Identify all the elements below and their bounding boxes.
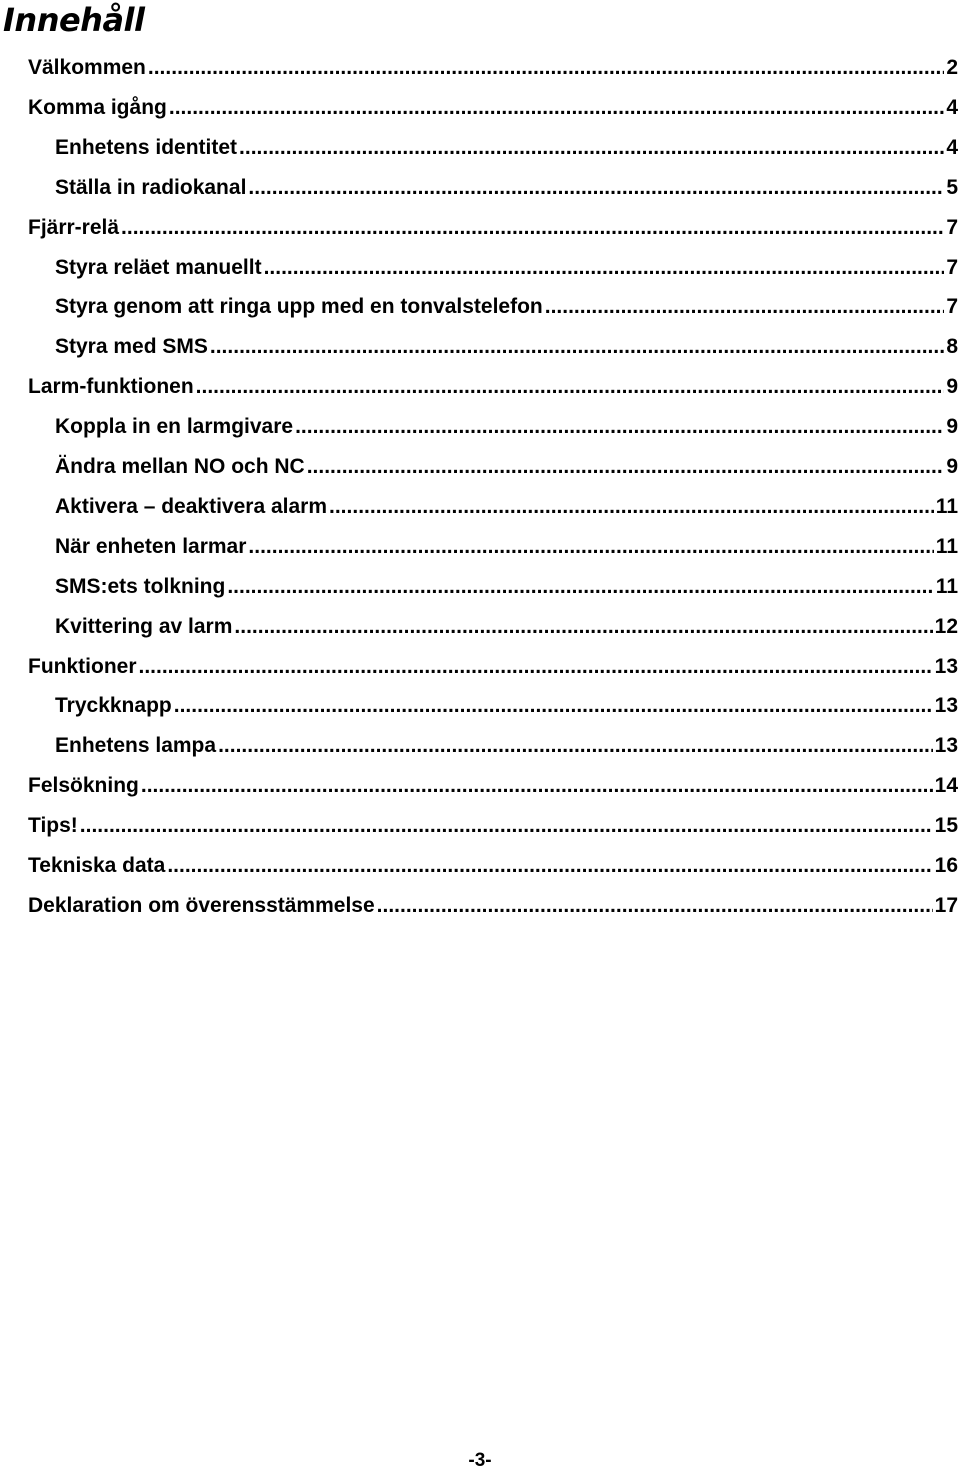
toc-entry[interactable] [55, 287, 960, 327]
toc-entry-title: Ställa in radiokanal [55, 175, 247, 199]
dot-leader [248, 168, 944, 208]
toc-entry-page: 13 [934, 654, 958, 678]
toc-entry-page: 11 [935, 494, 958, 518]
toc-entry-page: 5 [946, 175, 958, 199]
dot-leader [295, 407, 944, 447]
dot-leader [329, 487, 934, 527]
toc-entry-page: 7 [946, 215, 958, 239]
toc-entry-title: Ändra mellan NO och NC [55, 455, 305, 478]
toc-entry[interactable] [28, 208, 960, 248]
dot-leader [196, 367, 945, 407]
toc-entry-page: 16 [934, 854, 958, 877]
toc-entry-page: 17 [934, 893, 958, 917]
toc-entry-title: SMS:ets tolkning [55, 574, 226, 598]
dot-leader [545, 287, 945, 327]
toc-entry[interactable] [28, 48, 960, 88]
toc-entry-page: 14 [934, 774, 958, 798]
toc-entry-title: Styra genom att ringa upp med en tonvalstelefon [55, 295, 543, 319]
toc-entry[interactable] [28, 846, 960, 886]
toc-entry[interactable] [55, 487, 960, 527]
toc-entry-title: Tekniska data [28, 854, 166, 877]
toc-entry-page: 13 [934, 734, 958, 758]
toc-entry-title: Funktioner [28, 654, 137, 678]
dot-leader [139, 647, 933, 687]
toc-entry-title: Aktivera – deaktivera alarm [55, 494, 328, 518]
toc-entry[interactable] [55, 527, 960, 567]
toc-entry-title: Fjärr-relä [28, 215, 120, 239]
toc-entry-page: 4 [946, 135, 958, 159]
toc-entry-page: 9 [946, 455, 958, 478]
dot-leader [80, 806, 933, 846]
dot-leader [218, 726, 933, 766]
dot-leader [234, 607, 932, 647]
dot-leader [307, 447, 945, 487]
dot-leader [121, 208, 944, 248]
toc-entry-title: Tips! [28, 814, 78, 838]
toc-entry-page: 9 [946, 415, 958, 439]
toc-entry-title: Felsökning [28, 774, 139, 798]
toc-entry[interactable] [55, 168, 960, 208]
toc-entry[interactable] [28, 367, 960, 407]
page-title: Innehåll [3, 1, 145, 39]
toc-entry[interactable] [28, 806, 960, 846]
dot-leader [239, 128, 944, 168]
toc-entry[interactable] [55, 248, 960, 288]
dot-leader [264, 248, 945, 288]
toc-entry-title: Deklaration om överensstämmelse [28, 893, 375, 917]
toc-entry-page: 11 [935, 574, 958, 598]
toc-entry-title: Enhetens lampa [55, 734, 217, 758]
toc-entry-title: Komma igång [28, 95, 167, 119]
dot-leader [210, 327, 944, 367]
toc-entry[interactable] [28, 88, 960, 128]
dot-leader [141, 766, 933, 806]
toc-entry-title: Välkommen [28, 56, 146, 79]
dot-leader [148, 48, 944, 88]
toc-entry-page: 7 [946, 255, 958, 279]
dot-leader [227, 567, 933, 607]
toc-entry-title: Koppla in en larmgivare [55, 415, 294, 439]
dot-leader [174, 686, 933, 726]
toc-entry-title: Kvittering av larm [55, 614, 233, 638]
toc-entry[interactable] [55, 407, 960, 447]
toc-entry[interactable] [55, 567, 960, 607]
dot-leader [169, 88, 944, 128]
toc-entry-title: Styra med SMS [55, 335, 208, 359]
toc-entry-page: 8 [946, 335, 958, 359]
dot-leader [377, 886, 933, 926]
toc-entry[interactable] [55, 686, 960, 726]
dot-leader [248, 527, 933, 567]
toc-entry[interactable] [28, 647, 960, 687]
toc-entry[interactable] [55, 447, 960, 487]
toc-entry-title: Styra reläet manuellt [55, 255, 262, 279]
toc-entry-page: 12 [934, 614, 958, 638]
toc-entry[interactable] [55, 327, 960, 367]
toc-entry[interactable] [55, 128, 960, 168]
toc-entry-page: 15 [934, 814, 958, 838]
toc-entry-page: 9 [946, 375, 958, 399]
toc-entry-title: Enhetens identitet [55, 135, 238, 159]
toc-entry-page: 7 [946, 295, 958, 319]
page-number: -3- [468, 1450, 492, 1471]
toc-entry[interactable] [28, 886, 960, 926]
toc-entry-page: 4 [946, 95, 958, 119]
toc-entry[interactable] [55, 607, 960, 647]
toc-entry-page: 13 [934, 694, 958, 718]
toc-entry-title: Larm-funktionen [28, 375, 194, 399]
toc-entry-title: När enheten larmar [55, 534, 247, 558]
toc-entry[interactable] [55, 726, 960, 766]
toc-entry-title: Tryckknapp [55, 694, 172, 718]
toc-entry-page: 2 [946, 56, 958, 79]
dot-leader [167, 846, 932, 886]
toc-entry[interactable] [28, 766, 960, 806]
toc-entry-page: 11 [935, 534, 958, 558]
